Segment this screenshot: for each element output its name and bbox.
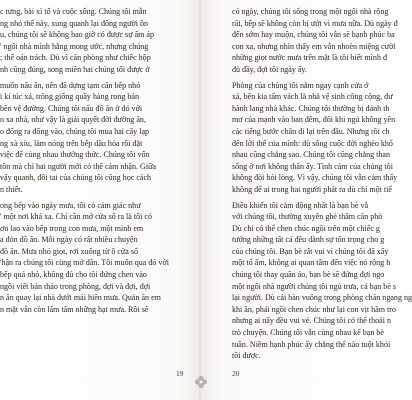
text-line: tôn mà chỉ hai người mới có thể cảm nhận. Giữa xyxy=(0,161,157,171)
text-line: ; thể oán trách. Dù vì căn phòng như chiếc hộp xyxy=(0,53,151,63)
text-line: Điều khiến tôi cảm động nhất là bạn bè vẫ xyxy=(232,200,369,210)
text-line: Dù chỉ có thể chen chúc ngồi trên một chiếc g xyxy=(232,223,380,233)
text-line: xá, bên kia tấm vách là nhà vệ sinh công cộng, đư xyxy=(232,92,393,102)
text-line: nhau cũng chẳng sao. Chúng tôi cũng chẳng than xyxy=(232,150,390,160)
text-line: đến lời thể của mình: dù sống cuộc đời nghèo khổ xyxy=(232,138,393,148)
text-line: hành lang nhà khác. Chúng tôi thường bị đánh th xyxy=(232,103,390,113)
text-line: với chúng tôi, thường xuyên ghé thăm căn phò xyxy=(232,212,383,222)
text-line: đồ ăn. Mưa nhỏ giọt, rơi xuống từ ô cửa sổ xyxy=(0,246,139,256)
text-line: a đón đồ ăn. Mỗi ngày có rất nhiều chuyện xyxy=(0,235,138,245)
text-line: Phòng của chúng tôi nằm ngay cạnh cửa ở xyxy=(232,80,369,90)
text-line: ' ngôi nhà mình hằng mong ước, nhưng chúng xyxy=(0,41,149,51)
text-line: i kí túc xá, trông giống quầy hàng rong bán xyxy=(0,92,140,102)
text-line: khi ăn, phải ngồi chen chúc như lại con vịt hầm tro xyxy=(232,304,396,314)
text-line: một tổ ấm, không ai quan tâm đến việc nó rộng h xyxy=(232,258,391,268)
text-line: bên vệ đường. Chúng tôi nấu đồ ăn ở đó với xyxy=(0,103,143,113)
right-page-number: 20 xyxy=(232,369,240,378)
text-line: ' một nơi khá xa. Chỉ cần mở cửa sổ ra là tôi có xyxy=(0,212,152,222)
text-line: sống ở nơi không thân ấy. Tình cảm của chúng tôi xyxy=(232,161,393,171)
text-line: có ngày, chúng tôi sống trong một ngôi nhà rộng xyxy=(232,7,389,16)
text-line: việc để cùng nhau thưởng thức. Chúng tôi vốn xyxy=(0,150,150,160)
text-line: các tiếng bước chân đi lại trên đầu. Nhưng rồi ch xyxy=(232,126,390,136)
text-line: đủ đầy, đợi tôi ngày ấy. xyxy=(232,64,307,74)
text-line: n xa nhà, như vậy là giải quyết đời đường ăn, xyxy=(0,115,146,125)
text-line: tưởng những tất cả đều dành sự tôn trọng cho g xyxy=(232,235,385,245)
text-line: lại người. Dù cái bàn vuông trong phòng chăn ngang ng xyxy=(232,293,412,303)
text-line: c tưng, bài xì tố và cuộc sống. Chúng tôi mẫn xyxy=(0,7,147,16)
text-line: ng xà xíu, làm nóng trên bếp dầu hỏa rồi đặt xyxy=(0,138,143,148)
text-line: n mặt vẫn còn lấm tấm những hạt mưa. Rồi sẽ xyxy=(0,304,149,314)
text-line: không đòi hỏi lòng. Vì vậy, chúng tôi vẫn cảm thấy xyxy=(232,173,398,183)
text-line: chúng tôi thay quần áo, bạn bè sẽ đứng đợi ngo xyxy=(232,270,385,280)
text-line: ng nhỏ thế này, xung quanh lại đông người ồn xyxy=(0,18,149,28)
text-line: ơn lao vào bếp trong con mưa, một mình em xyxy=(0,223,144,233)
text-line: trò chuyện. Chúng tôi vẫn cùng nhau kể bạn bè xyxy=(232,328,384,338)
text-line: o đống ra đống vào, chúng tôi mua hai cây lạp xyxy=(0,126,150,136)
text-line: muốn nấu ăn, nên đã dựng tạm căn bếp nhỏ xyxy=(0,80,141,90)
text-line: rãi, bếp sẽ không còn bị ướt vì mưa nữa. Dù ngày đ xyxy=(232,18,398,28)
text-line: mơ của mạnh vào ban đêm, đôi khi ngủ không yên xyxy=(232,115,396,125)
text-line: vậy quanh, đôi tai của chúng tôi cũng học cách xyxy=(0,173,152,183)
text-line: tôi được. xyxy=(232,351,261,361)
text-line: n thiết. xyxy=(0,184,23,194)
text-line: nhưng ai nấy đều vui vẻ. Chúng tôi có thể thoải n xyxy=(232,316,392,326)
text-line: con xa, nhưng nhìn thấy em vẫn nhoẻn miệng cười xyxy=(232,41,396,51)
left-page xyxy=(0,6,188,331)
text-line: những giọt nước mưa trên mặt là tôi biết mình đ xyxy=(232,53,388,63)
text-line: ong bếp vào ngày mưa, tôi có cảm giác như xyxy=(0,200,141,210)
text-line: bếp quá nhỏ, không đủ cho tôi đứng chen vào xyxy=(0,270,147,280)
text-line: 'hận ra chúng tôi cùng mở dần. Tôi muốn qua đó với xyxy=(0,258,169,268)
text-line: đến sớm hay muộn, chúng tôi vẫn sẽ hạnh phúc ba xyxy=(232,30,395,40)
right-page xyxy=(232,6,412,361)
left-page-number: 19 xyxy=(176,369,184,378)
text-line: không để ai trong hai người phát ra dù chỉ một tiế xyxy=(232,184,392,194)
clover-icon xyxy=(193,374,209,390)
text-line: nh cũng đúng, song miền hai chúng tôi được ở xyxy=(0,64,150,74)
text-line: u, chúng tôi sẽ không bao giờ có được sự ấm áp xyxy=(0,30,155,40)
text-line: n ăn quay lại nhà dưới mái hiên mưa. Quán ăn em xyxy=(0,293,161,303)
text-line: một ngôi nhà người chúng tôi ngủ trưa, cả bạn bè s xyxy=(232,281,397,291)
text-line: tuần. Niềm hạnh phúc ấy chẳng thể nào tuột khỏi xyxy=(232,339,391,349)
text-line: của chúng tôi. Bạn bè rất vui vì chúng tôi đã xây xyxy=(232,246,389,256)
text-line: ngồi viết bản thảo trong phòng, đợi và đợi, đợi xyxy=(0,281,151,291)
